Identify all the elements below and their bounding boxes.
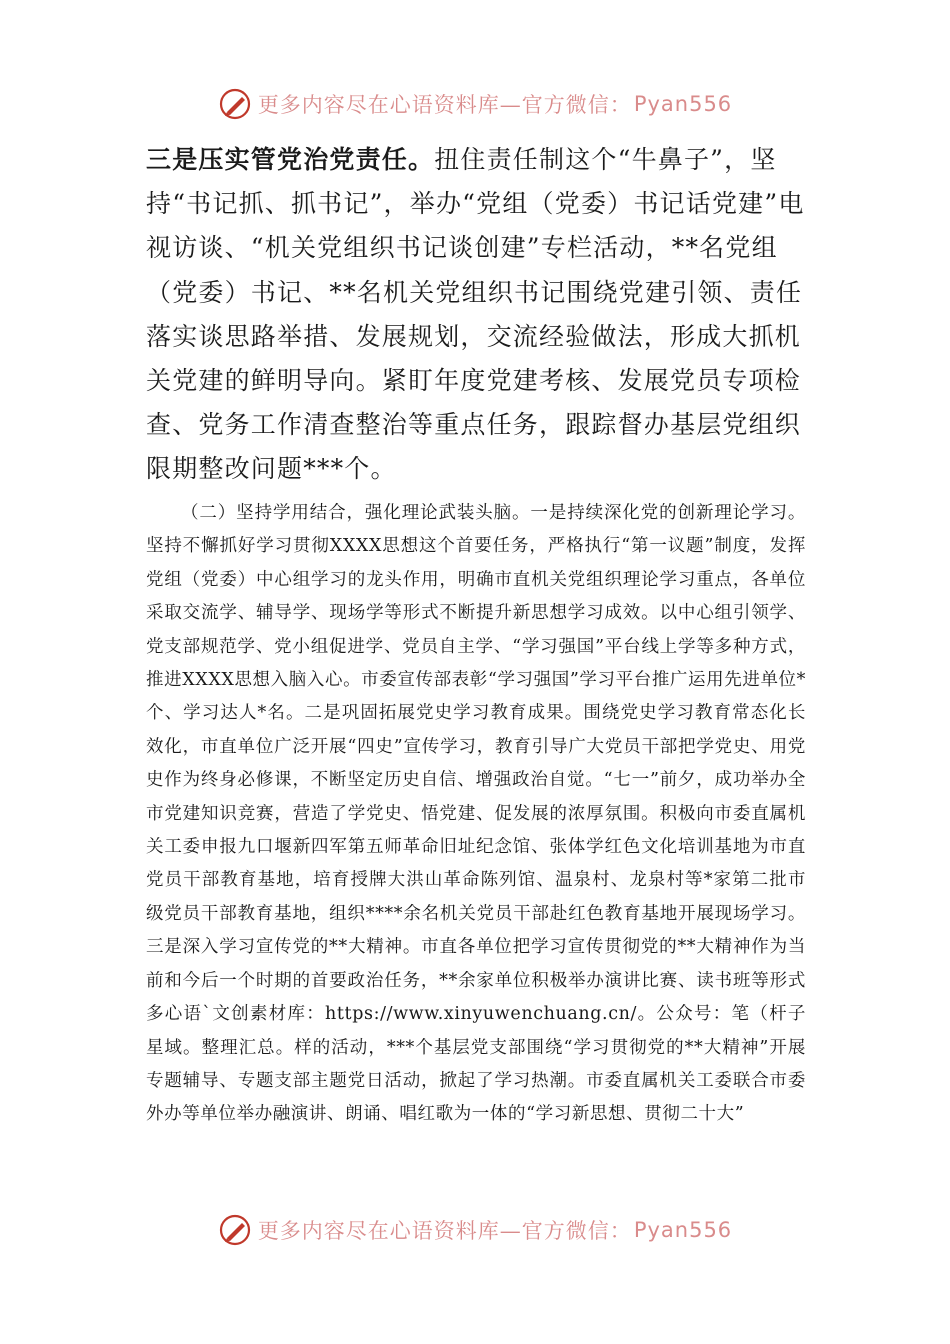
pen-logo-icon — [218, 87, 252, 121]
wechat-id: Pyan556 — [633, 92, 733, 116]
pen-logo-icon — [218, 1213, 252, 1247]
paragraph-lead: 三是压实管党治党责任。 — [146, 145, 435, 174]
watermark-banner-bottom — [0, 1210, 950, 1250]
banner-text: 更多内容尽在心语资料库—官方微信： — [257, 93, 632, 117]
paragraph-responsibility — [146, 138, 806, 492]
paragraph-body: 扭住责任制这个“牛鼻子”，坚持“书记抓、抓书记”，举办“党组（党委）书记话党建”电视访谈、“机关党组织书记谈创建”专栏活动，**名党组（党委）书记、**名机关党组织书记围绕党建引领、责任落实谈思路举措、发展规划，交流经验做法，形成大抓机关党建的鲜明导向。紧盯年度党建考核、发展党员专项检查、党务工作清查整治等重点任务，跟踪督办基层党组织限期整改问题***个。 — [146, 145, 805, 484]
banner-text: 更多内容尽在心语资料库—官方微信： — [257, 1219, 632, 1243]
paragraph-theory-study: （二）坚持学用结合，强化理论武装头脑。一是持续深化党的创新理论学习。坚持不懈抓好学习贯彻XXXX思想这个首要任务，严格执行“第一议题”制度，发挥党组（党委）中心组学习的龙头作用，明确市直机关党组织理论学习重点，各单位采取交流学、辅导学、现场学等形式不断提升新思想学习成效。以中心组引领学、党支部规范学、党小组促进学、党员自主学、“学习强国”平台线上学等多种方式，推进XXXX思想入脑入心。市委宣传部表彰“学习强国”学习平台推广运用先进单位*个、学习达人*名。二是巩固拓展党史学习教育成果。围绕党史学习教育常态化长效化，市直单位广泛开展“四史”宣传学习，教育引导广大党员干部把学党史、用党史作为终身必修课，不断坚定历史自信、增强政治自觉。“七一”前夕，成功举办全市党建知识竞赛，营造了学党史、悟党建、促发展的浓厚氛围。积极向市委直属机关工委申报九口堰新四军第五师革命旧址纪念馆、张体学红色文化培训基地为市直党员干部教育基地，培育授牌大洪山革命陈列馆、温泉村、龙泉村等*家第二批市级党员干部教育基地，组织****余名机关党员干部赴红色教育基地开展现场学习。三是深入学习宣传党的**大精神。市直各单位把学习宣传贯彻党的**大精神作为当前和今后一个时期的首要政治任务，**余家单位积极举办演讲比赛、读书班等形式多心语`文创素材库：https://www.xinyuwenchuang.cn/。公众号：笔（杆子星域。整理汇总。样的活动，***个基层党支部围绕“学习贯彻党的**大精神”开展专题辅导、专题支部主题党日活动，掀起了学习热潮。市委直属机关工委联合市委外办等单位举办融演讲、朗诵、唱红歌为一体的“学习新思想、贯彻二十大” — [146, 503, 806, 1125]
watermark-banner-top — [0, 84, 950, 124]
wechat-id: Pyan556 — [633, 1218, 733, 1242]
